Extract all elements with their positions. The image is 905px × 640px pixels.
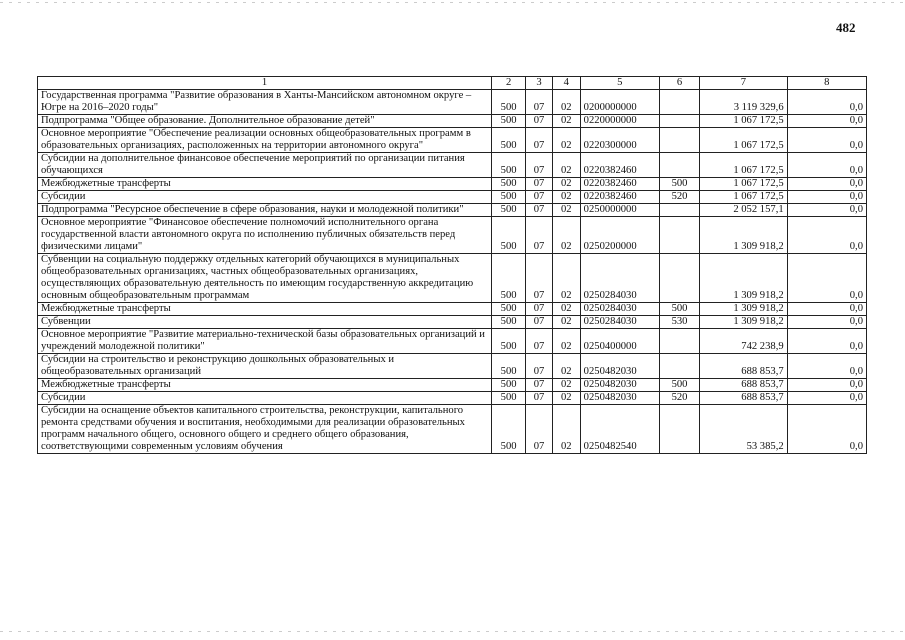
table-row bbox=[38, 191, 867, 204]
row-col2-cell: 500 bbox=[492, 303, 526, 316]
row-name-cell: Субвенции bbox=[38, 316, 492, 329]
row-col8-cell: 0,0 bbox=[787, 379, 866, 392]
header-col-5: 5 bbox=[580, 77, 659, 90]
row-col3-cell: 07 bbox=[526, 316, 553, 329]
row-name-cell: Субсидии bbox=[38, 392, 492, 405]
row-col4-cell: 02 bbox=[552, 329, 580, 354]
row-col5-cell: 0220382460 bbox=[580, 178, 659, 191]
row-col7-cell: 1 067 172,5 bbox=[700, 178, 788, 191]
header-col-8: 8 bbox=[787, 77, 866, 90]
row-col5-cell: 0220000000 bbox=[580, 115, 659, 128]
row-col8-cell: 0,0 bbox=[787, 153, 866, 178]
row-col7-cell: 742 238,9 bbox=[700, 329, 788, 354]
row-col6-cell bbox=[659, 329, 699, 354]
row-col2-cell: 500 bbox=[492, 329, 526, 354]
row-col4-cell: 02 bbox=[552, 90, 580, 115]
row-col2-cell: 500 bbox=[492, 316, 526, 329]
row-col6-cell bbox=[659, 254, 699, 303]
table-row bbox=[38, 153, 867, 178]
row-col3-cell: 07 bbox=[526, 254, 553, 303]
row-name-cell: Межбюджетные трансферты bbox=[38, 379, 492, 392]
row-col4-cell: 02 bbox=[552, 316, 580, 329]
row-name-cell: Субвенции на социальную поддержку отдельных категорий обучающихся в муниципальных общеобразовательных организациях, частных общеобразовательных организациях, осуществляющих образовательную деятельность по имеющим государственную аккредитацию основным общеобразовательным программам bbox=[38, 254, 492, 303]
row-col3-cell: 07 bbox=[526, 204, 553, 217]
row-col5-cell: 0250482540 bbox=[580, 405, 659, 454]
row-col7-cell: 1 309 918,2 bbox=[700, 254, 788, 303]
row-col5-cell: 0250200000 bbox=[580, 217, 659, 254]
row-col5-cell: 0250400000 bbox=[580, 329, 659, 354]
row-col5-cell: 0250482030 bbox=[580, 392, 659, 405]
table-row bbox=[38, 115, 867, 128]
row-col3-cell: 07 bbox=[526, 354, 553, 379]
row-col3-cell: 07 bbox=[526, 392, 553, 405]
row-col3-cell: 07 bbox=[526, 217, 553, 254]
row-col4-cell: 02 bbox=[552, 191, 580, 204]
row-col6-cell bbox=[659, 204, 699, 217]
row-name-cell: Подпрограмма "Ресурсное обеспечение в сфере образования, науки и молодежной политики" bbox=[38, 204, 492, 217]
table-row bbox=[38, 329, 867, 354]
row-name-cell: Основное мероприятие "Финансовое обеспечение полномочий исполнительного органа государственной власти автономного округа по исполнению публичных обязательств перед физическими лицами" bbox=[38, 217, 492, 254]
row-col4-cell: 02 bbox=[552, 128, 580, 153]
row-name-cell: Субсидии на строительство и реконструкцию дошкольных образовательных и общеобразовательных организаций bbox=[38, 354, 492, 379]
row-col5-cell: 0220382460 bbox=[580, 191, 659, 204]
header-row bbox=[38, 77, 867, 90]
row-col2-cell: 500 bbox=[492, 90, 526, 115]
header-col-2: 2 bbox=[492, 77, 526, 90]
row-col2-cell: 500 bbox=[492, 254, 526, 303]
table-row bbox=[38, 178, 867, 191]
row-col7-cell: 1 067 172,5 bbox=[700, 128, 788, 153]
row-col4-cell: 02 bbox=[552, 204, 580, 217]
row-name-cell: Субсидии на дополнительное финансовое обеспечение мероприятий по организации питания обучающихся bbox=[38, 153, 492, 178]
row-col3-cell: 07 bbox=[526, 90, 553, 115]
row-col6-cell bbox=[659, 217, 699, 254]
row-col7-cell: 688 853,7 bbox=[700, 379, 788, 392]
row-col4-cell: 02 bbox=[552, 354, 580, 379]
row-col2-cell: 500 bbox=[492, 392, 526, 405]
row-col5-cell: 0250284030 bbox=[580, 316, 659, 329]
row-col3-cell: 07 bbox=[526, 379, 553, 392]
row-col8-cell: 0,0 bbox=[787, 128, 866, 153]
row-col6-cell bbox=[659, 128, 699, 153]
row-col2-cell: 500 bbox=[492, 153, 526, 178]
header-col-4: 4 bbox=[552, 77, 580, 90]
row-col5-cell: 0250482030 bbox=[580, 379, 659, 392]
row-col2-cell: 500 bbox=[492, 379, 526, 392]
row-col5-cell: 0250000000 bbox=[580, 204, 659, 217]
row-col6-cell: 500 bbox=[659, 303, 699, 316]
row-col6-cell: 520 bbox=[659, 392, 699, 405]
row-col6-cell bbox=[659, 153, 699, 178]
row-name-cell: Государственная программа "Развитие образования в Ханты-Мансийском автономном округе – Югре на 2016–2020 годы" bbox=[38, 90, 492, 115]
row-col6-cell: 500 bbox=[659, 178, 699, 191]
row-name-cell: Основное мероприятие "Развитие материально-технической базы образовательных организаций и учреждений молодежной политики" bbox=[38, 329, 492, 354]
header-col-1: 1 bbox=[38, 77, 492, 90]
row-col2-cell: 500 bbox=[492, 217, 526, 254]
table-row bbox=[38, 204, 867, 217]
row-col4-cell: 02 bbox=[552, 379, 580, 392]
row-col6-cell: 500 bbox=[659, 379, 699, 392]
table-row bbox=[38, 303, 867, 316]
row-col7-cell: 1 067 172,5 bbox=[700, 153, 788, 178]
row-col8-cell: 0,0 bbox=[787, 204, 866, 217]
row-col7-cell: 1 067 172,5 bbox=[700, 191, 788, 204]
row-col8-cell: 0,0 bbox=[787, 329, 866, 354]
header-col-6: 6 bbox=[659, 77, 699, 90]
table-row bbox=[38, 405, 867, 454]
row-col6-cell bbox=[659, 115, 699, 128]
scan-artifact-bottom bbox=[0, 631, 905, 632]
row-col5-cell: 0250284030 bbox=[580, 303, 659, 316]
table-row bbox=[38, 379, 867, 392]
row-col6-cell bbox=[659, 90, 699, 115]
table-row bbox=[38, 316, 867, 329]
row-col3-cell: 07 bbox=[526, 115, 553, 128]
row-name-cell: Межбюджетные трансферты bbox=[38, 303, 492, 316]
row-col8-cell: 0,0 bbox=[787, 316, 866, 329]
table-row bbox=[38, 254, 867, 303]
row-col6-cell bbox=[659, 405, 699, 454]
row-col4-cell: 02 bbox=[552, 254, 580, 303]
row-col4-cell: 02 bbox=[552, 153, 580, 178]
header-col-7: 7 bbox=[700, 77, 788, 90]
table-row bbox=[38, 392, 867, 405]
row-col8-cell: 0,0 bbox=[787, 354, 866, 379]
row-col2-cell: 500 bbox=[492, 354, 526, 379]
row-col2-cell: 500 bbox=[492, 178, 526, 191]
header-col-3: 3 bbox=[526, 77, 553, 90]
row-name-cell: Подпрограмма "Общее образование. Дополнительное образование детей" bbox=[38, 115, 492, 128]
row-col8-cell: 0,0 bbox=[787, 191, 866, 204]
row-col5-cell: 0250482030 bbox=[580, 354, 659, 379]
row-name-cell: Субсидии на оснащение объектов капитального строительства, реконструкции, капитального ремонта средствами обучения и воспитания, необходимыми для реализации образовательных программ начального общего, основного общего и среднего общего образования, соответствующими современным условиям обучения bbox=[38, 405, 492, 454]
scan-artifact-top bbox=[0, 2, 905, 3]
page-number: 482 bbox=[836, 20, 856, 35]
row-col3-cell: 07 bbox=[526, 153, 553, 178]
row-col7-cell: 1 309 918,2 bbox=[700, 316, 788, 329]
row-col6-cell: 520 bbox=[659, 191, 699, 204]
row-col3-cell: 07 bbox=[526, 178, 553, 191]
row-col4-cell: 02 bbox=[552, 178, 580, 191]
row-name-cell: Основное мероприятие "Обеспечение реализации основных общеобразовательных программ в образовательных организациях, расположенных на территории автономного округа" bbox=[38, 128, 492, 153]
row-col8-cell: 0,0 bbox=[787, 392, 866, 405]
row-col5-cell: 0220382460 bbox=[580, 153, 659, 178]
row-col8-cell: 0,0 bbox=[787, 178, 866, 191]
row-col3-cell: 07 bbox=[526, 405, 553, 454]
row-col7-cell: 688 853,7 bbox=[700, 354, 788, 379]
row-col6-cell: 530 bbox=[659, 316, 699, 329]
row-col7-cell: 53 385,2 bbox=[700, 405, 788, 454]
row-col4-cell: 02 bbox=[552, 217, 580, 254]
row-col4-cell: 02 bbox=[552, 115, 580, 128]
row-col4-cell: 02 bbox=[552, 392, 580, 405]
row-col7-cell: 688 853,7 bbox=[700, 392, 788, 405]
row-col4-cell: 02 bbox=[552, 303, 580, 316]
row-col2-cell: 500 bbox=[492, 115, 526, 128]
row-col4-cell: 02 bbox=[552, 405, 580, 454]
row-col7-cell: 1 309 918,2 bbox=[700, 303, 788, 316]
row-col6-cell bbox=[659, 354, 699, 379]
row-col8-cell: 0,0 bbox=[787, 90, 866, 115]
row-col7-cell: 3 119 329,6 bbox=[700, 90, 788, 115]
row-col3-cell: 07 bbox=[526, 303, 553, 316]
row-col5-cell: 0200000000 bbox=[580, 90, 659, 115]
table-row bbox=[38, 354, 867, 379]
row-col8-cell: 0,0 bbox=[787, 405, 866, 454]
row-col7-cell: 1 067 172,5 bbox=[700, 115, 788, 128]
budget-table bbox=[37, 76, 867, 454]
row-col3-cell: 07 bbox=[526, 128, 553, 153]
row-col7-cell: 2 052 157,1 bbox=[700, 204, 788, 217]
row-col3-cell: 07 bbox=[526, 329, 553, 354]
row-col8-cell: 0,0 bbox=[787, 254, 866, 303]
row-col2-cell: 500 bbox=[492, 191, 526, 204]
row-col8-cell: 0,0 bbox=[787, 115, 866, 128]
row-name-cell: Межбюджетные трансферты bbox=[38, 178, 492, 191]
row-col2-cell: 500 bbox=[492, 405, 526, 454]
table-row bbox=[38, 128, 867, 153]
row-col7-cell: 1 309 918,2 bbox=[700, 217, 788, 254]
row-col2-cell: 500 bbox=[492, 204, 526, 217]
row-name-cell: Субсидии bbox=[38, 191, 492, 204]
row-col8-cell: 0,0 bbox=[787, 303, 866, 316]
row-col5-cell: 0220300000 bbox=[580, 128, 659, 153]
table-row bbox=[38, 90, 867, 115]
row-col5-cell: 0250284030 bbox=[580, 254, 659, 303]
table-row bbox=[38, 217, 867, 254]
row-col2-cell: 500 bbox=[492, 128, 526, 153]
row-col8-cell: 0,0 bbox=[787, 217, 866, 254]
row-col3-cell: 07 bbox=[526, 191, 553, 204]
